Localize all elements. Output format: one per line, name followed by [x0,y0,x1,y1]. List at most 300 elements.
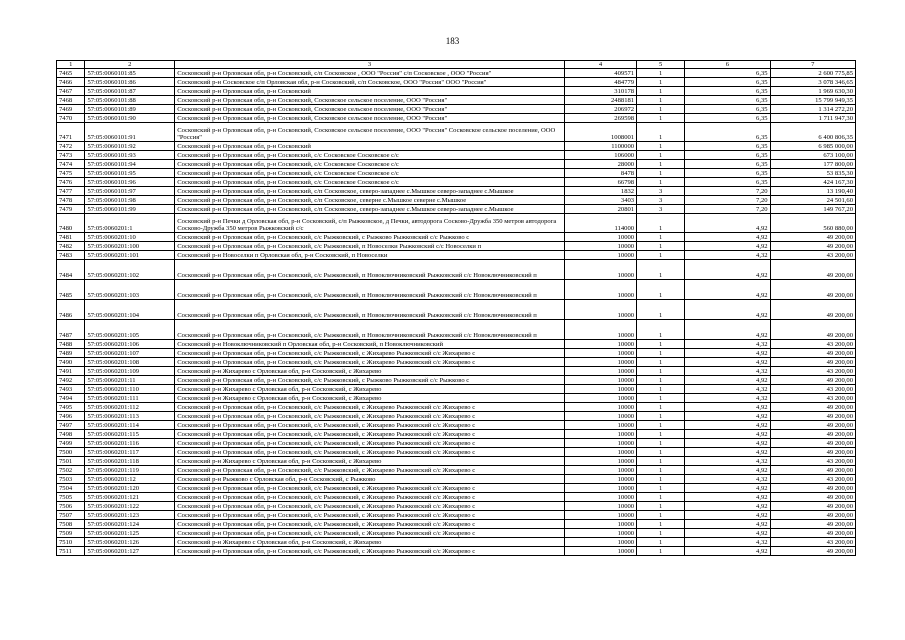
page-number: 183 [445,36,460,46]
category-cell: 1 [637,529,685,538]
rate-cell: 4,92 [685,300,770,320]
area-cell: 10000 [564,421,636,430]
cadastral-number-cell: 57:05:0060101:93 [85,151,175,160]
table-row [57,358,856,367]
table-row [57,367,856,376]
address-cell: Сосковский р-н Орловская обл, р-н Сосковский, с/с Рыжковский, с Жихарево Рыжковский с/с Жихарево с [175,547,565,556]
area-cell: 10000 [564,394,636,403]
value-cell: 43 200,00 [770,251,855,260]
value-cell: 49 200,00 [770,280,855,300]
row-number-cell: 7498 [57,430,85,439]
rate-cell: 4,92 [685,358,770,367]
table-row [57,196,856,205]
cadastral-number-cell: 57:05:0060201:103 [85,280,175,300]
area-cell: 310178 [564,87,636,96]
cadastral-table [56,60,856,556]
value-cell: 15 799 949,35 [770,96,855,105]
table-row [57,493,856,502]
row-number-cell: 7482 [57,242,85,251]
address-cell: Сосковский р-н Орловская обл, р-н Сосковский, с/с Рыжковский, п Новоключниковский Рыжковский с/с Новоключниковский п [175,300,565,320]
rate-cell: 4,92 [685,430,770,439]
area-cell: 10000 [564,358,636,367]
table-row [57,300,856,320]
table-row [57,340,856,349]
address-cell: Сосковский р-н Орловская обл, р-н Сосковский, Сосковское сельское поселение, ООО "Россия" [175,105,565,114]
address-cell: Сосковский р-н Орловская обл, р-н Сосковский, с/п Сосковское , ООО "Россия" с/п Сосковское , ООО "Россия" [175,69,565,78]
address-cell: Сосковский р-н Орловская обл, р-н Сосковский, с/с Рыжковский, с Жихарево Рыжковский с/с Жихарево с [175,358,565,367]
row-number-cell: 7497 [57,421,85,430]
cadastral-number-cell: 57:05:0060101:85 [85,69,175,78]
table-row [57,385,856,394]
rate-cell: 4,92 [685,439,770,448]
cadastral-number-cell: 57:05:0060101:86 [85,78,175,87]
rate-cell: 4,92 [685,376,770,385]
row-number-cell: 7475 [57,169,85,178]
table-row [57,421,856,430]
rate-cell: 4,92 [685,242,770,251]
area-cell: 269598 [564,114,636,123]
category-cell: 1 [637,251,685,260]
address-cell: Сосковский р-н Орловская обл, р-н Сосковский, с/п Сосковское, северо-западнее с.Мышкое северо-западнее с.Мышкое [175,187,565,196]
category-cell: 1 [637,493,685,502]
table-row [57,214,856,233]
area-cell: 10000 [564,439,636,448]
rate-cell: 6,35 [685,151,770,160]
cadastral-number-cell: 57:05:0060201:117 [85,448,175,457]
value-cell: 49 200,00 [770,439,855,448]
address-cell: Сосковский р-н Орловская обл, р-н Сосковский, с/с Рыжковский, п Новоселки Рыжковский с/с Новоселки п [175,242,565,251]
header-cell: 2 [85,61,175,69]
category-cell: 1 [637,484,685,493]
row-number-cell: 7511 [57,547,85,556]
category-cell: 1 [637,466,685,475]
address-cell: Сосковский р-н Орловская обл, р-н Сосковский, с/с Рыжковский, с Жихарево Рыжковский с/с Жихарево с [175,421,565,430]
cadastral-number-cell: 57:05:0060201:114 [85,421,175,430]
table-row [57,475,856,484]
row-number-cell: 7466 [57,78,85,87]
row-number-cell: 7469 [57,105,85,114]
category-cell: 1 [637,260,685,280]
address-cell: Сосковский р-н Жихарево с Орловская обл, р-н Сосковский, с Жихарево [175,367,565,376]
row-number-cell: 7499 [57,439,85,448]
row-number-cell: 7495 [57,403,85,412]
cadastral-number-cell: 57:05:0060201:118 [85,457,175,466]
address-cell: Сосковский р-н Орловская обл, р-н Сосковский, с/с Рыжковский, с Жихарево Рыжковский с/с Жихарево с [175,349,565,358]
area-cell: 10000 [564,376,636,385]
table-row [57,69,856,78]
table-row [57,439,856,448]
category-cell: 1 [637,439,685,448]
value-cell: 43 200,00 [770,457,855,466]
table-row [57,114,856,123]
table-row [57,394,856,403]
cadastral-number-cell: 57:05:0060101:88 [85,96,175,105]
address-cell: Сосковский р-н Новоключниковский п Орловская обл, р-н Сосковский, п Новоключниковский [175,340,565,349]
address-cell: Сосковский р-н Орловская обл, р-н Сосковский, с/с Рыжковский, с Жихарево Рыжковский с/с Жихарево с [175,430,565,439]
area-cell: 206972 [564,105,636,114]
table-row [57,233,856,242]
category-cell: 1 [637,142,685,151]
cadastral-number-cell: 57:05:0060201:111 [85,394,175,403]
address-cell: Сосковский р-н Орловская обл, р-н Сосковский, Сосковское сельское поселение, ООО "Россия" [175,96,565,105]
address-cell: Сосковский р-н Орловская обл, р-н Сосковский, с/с Рыжковский, с Жихарево Рыжковский с/с Жихарево с [175,412,565,421]
area-cell: 10000 [564,448,636,457]
rate-cell: 4,92 [685,320,770,340]
area-cell: 10000 [564,484,636,493]
address-cell: Сосковский р-н Орловская обл, р-н Сосковский, с/п Сосковское, северо-западнее с.Мышкое северо-западнее с.Мышкое [175,205,565,214]
value-cell: 177 800,00 [770,160,855,169]
row-number-cell: 7501 [57,457,85,466]
area-cell: 28000 [564,160,636,169]
table-row [57,520,856,529]
value-cell: 49 200,00 [770,412,855,421]
area-cell: 10000 [564,403,636,412]
row-number-cell: 7471 [57,123,85,142]
rate-cell: 6,35 [685,69,770,78]
value-cell: 49 200,00 [770,466,855,475]
row-number-cell: 7472 [57,142,85,151]
area-cell: 10000 [564,242,636,251]
value-cell: 1 969 630,30 [770,87,855,96]
value-cell: 49 200,00 [770,320,855,340]
category-cell: 1 [637,457,685,466]
cadastral-number-cell: 57:05:0060101:99 [85,205,175,214]
category-cell: 1 [637,123,685,142]
row-number-cell: 7478 [57,196,85,205]
category-cell: 1 [637,151,685,160]
value-cell: 49 200,00 [770,520,855,529]
table-header-row [57,61,856,69]
category-cell: 1 [637,233,685,242]
table-row [57,123,856,142]
category-cell: 1 [637,96,685,105]
row-number-cell: 7480 [57,214,85,233]
cadastral-number-cell: 57:05:0060201:126 [85,538,175,547]
row-number-cell: 7484 [57,260,85,280]
address-cell: Сосковский р-н Орловская обл, р-н Сосковский, с/с Рыжковский, с Жихарево Рыжковский с/с Жихарево с [175,529,565,538]
value-cell: 49 200,00 [770,403,855,412]
area-cell: 20801 [564,205,636,214]
cadastral-number-cell: 57:05:0060201:115 [85,430,175,439]
cadastral-number-cell: 57:05:0060201:1 [85,214,175,233]
cadastral-number-cell: 57:05:0060201:127 [85,547,175,556]
table-row [57,242,856,251]
table-row [57,349,856,358]
rate-cell: 6,35 [685,178,770,187]
cadastral-number-cell: 57:05:0060101:97 [85,187,175,196]
value-cell: 49 200,00 [770,242,855,251]
address-cell: Сосковский р-н Орловская обл, р-н Сосковский [175,87,565,96]
value-cell: 43 200,00 [770,475,855,484]
category-cell: 1 [637,242,685,251]
address-cell: Сосковский р-н Жихарево с Орловская обл, р-н Сосковский, с Жихарево [175,385,565,394]
area-cell: 10000 [564,349,636,358]
category-cell: 1 [637,320,685,340]
address-cell: Сосковский р-н Орловская обл, р-н Сосковский, с/с Сосковское Сосковское с/с [175,169,565,178]
row-number-cell: 7488 [57,340,85,349]
header-cell: 3 [175,61,565,69]
row-number-cell: 7505 [57,493,85,502]
rate-cell: 4,32 [685,538,770,547]
area-cell: 10000 [564,340,636,349]
rate-cell: 4,92 [685,233,770,242]
cadastral-number-cell: 57:05:0060201:123 [85,511,175,520]
header-cell: 5 [637,61,685,69]
area-cell: 10000 [564,511,636,520]
category-cell: 1 [637,520,685,529]
table-row [57,457,856,466]
cadastral-number-cell: 57:05:0060101:90 [85,114,175,123]
area-cell: 2488181 [564,96,636,105]
address-cell: Сосковский р-н Сосковское с/п Орловская обл, р-н Сосковский, с/п Сосковское, ООО "Россия" ООО "Россия" [175,78,565,87]
address-cell: Сосковский р-н Орловская обл, р-н Сосковский, с/с Рыжковский, с Жихарево Рыжковский с/с Жихарево с [175,520,565,529]
row-number-cell: 7500 [57,448,85,457]
value-cell: 49 200,00 [770,448,855,457]
row-number-cell: 7481 [57,233,85,242]
address-cell: Сосковский р-н Орловская обл, р-н Сосковский, с/с Рыжковский, с Жихарево Рыжковский с/с Жихарево с [175,448,565,457]
value-cell: 49 200,00 [770,260,855,280]
cadastral-number-cell: 57:05:0060201:125 [85,529,175,538]
category-cell: 1 [637,69,685,78]
row-number-cell: 7510 [57,538,85,547]
table-row [57,430,856,439]
category-cell: 3 [637,187,685,196]
table-row [57,376,856,385]
category-cell: 3 [637,196,685,205]
rate-cell: 7,20 [685,196,770,205]
rate-cell: 6,35 [685,160,770,169]
table-row [57,412,856,421]
category-cell: 1 [637,385,685,394]
row-number-cell: 7467 [57,87,85,96]
cadastral-number-cell: 57:05:0060201:119 [85,466,175,475]
category-cell: 1 [637,394,685,403]
rate-cell: 6,35 [685,105,770,114]
rate-cell: 4,92 [685,484,770,493]
area-cell: 1832 [564,187,636,196]
value-cell: 43 200,00 [770,394,855,403]
cadastral-number-cell: 57:05:0060101:96 [85,178,175,187]
cadastral-number-cell: 57:05:0060201:106 [85,340,175,349]
rate-cell: 4,92 [685,448,770,457]
cadastral-number-cell: 57:05:0060201:11 [85,376,175,385]
category-cell: 1 [637,412,685,421]
table-row [57,178,856,187]
cadastral-number-cell: 57:05:0060201:113 [85,412,175,421]
area-cell: 10000 [564,320,636,340]
cadastral-number-cell: 57:05:0060201:10 [85,233,175,242]
value-cell: 49 200,00 [770,300,855,320]
row-number-cell: 7479 [57,205,85,214]
cadastral-number-cell: 57:05:0060201:109 [85,367,175,376]
area-cell: 10000 [564,412,636,421]
address-cell: Сосковский р-н Орловская обл, р-н Сосковский, Сосковское сельское поселение, ООО "Россия" [175,114,565,123]
address-cell: Сосковский р-н Рыжково с Орловская обл, р-н Сосковский, с Рыжково [175,475,565,484]
category-cell: 1 [637,340,685,349]
address-cell: Сосковский р-н Орловская обл, р-н Сосковский, с/с Рыжковский, п Новоключниковский Рыжковский с/с Новоключниковский п [175,280,565,300]
row-number-cell: 7483 [57,251,85,260]
value-cell: 49 200,00 [770,502,855,511]
rate-cell: 4,92 [685,466,770,475]
value-cell: 53 835,30 [770,169,855,178]
address-cell: Сосковский р-н Орловская обл, р-н Сосковский, с/с Рыжковский, с Рыжково Рыжковский с/с Рыжково с [175,376,565,385]
area-cell: 10000 [564,529,636,538]
area-cell: 484779 [564,78,636,87]
value-cell: 49 200,00 [770,484,855,493]
address-cell: Сосковский р-н Жихарево с Орловская обл, р-н Сосковский, с Жихарево [175,457,565,466]
value-cell: 149 767,20 [770,205,855,214]
cadastral-number-cell: 57:05:0060201:122 [85,502,175,511]
value-cell: 49 200,00 [770,421,855,430]
value-cell: 43 200,00 [770,538,855,547]
rate-cell: 4,92 [685,529,770,538]
rate-cell: 6,35 [685,123,770,142]
rate-cell: 4,32 [685,457,770,466]
table-row [57,187,856,196]
area-cell: 10000 [564,547,636,556]
category-cell: 1 [637,87,685,96]
area-cell: 1100000 [564,142,636,151]
value-cell: 43 200,00 [770,385,855,394]
cadastral-number-cell: 57:05:0060201:12 [85,475,175,484]
table-row [57,105,856,114]
area-cell: 10000 [564,457,636,466]
rate-cell: 4,32 [685,385,770,394]
table-row [57,251,856,260]
value-cell: 49 200,00 [770,430,855,439]
rate-cell: 6,35 [685,78,770,87]
table-row [57,87,856,96]
value-cell: 673 100,00 [770,151,855,160]
row-number-cell: 7465 [57,69,85,78]
value-cell: 49 200,00 [770,233,855,242]
area-cell: 409571 [564,69,636,78]
address-cell: Сосковский р-н Орловская обл, р-н Сосковский, с/с Рыжковский, п Новоключниковский Рыжковский с/с Новоключниковский п [175,320,565,340]
category-cell: 3 [637,205,685,214]
cadastral-number-cell: 57:05:0060201:107 [85,349,175,358]
area-cell: 10000 [564,260,636,280]
address-cell: Сосковский р-н Орловская обл, р-н Сосковский, с/с Рыжковский, с Жихарево Рыжковский с/с Жихарево с [175,439,565,448]
rate-cell: 4,32 [685,340,770,349]
category-cell: 1 [637,367,685,376]
address-cell: Сосковский р-н Орловская обл, р-н Сосковский, с/с Сосковское Сосковское с/с [175,178,565,187]
table-row [57,529,856,538]
address-cell: Сосковский р-н Орловская обл, р-н Сосковский, с/п Сосковское, северне с.Мышкое северне с.Мышкое [175,196,565,205]
area-cell: 10000 [564,251,636,260]
row-number-cell: 7506 [57,502,85,511]
value-cell: 49 200,00 [770,358,855,367]
address-cell: Сосковский р-н Орловская обл, р-н Сосковский, с/с Рыжковский, с Жихарево Рыжковский с/с Жихарево с [175,493,565,502]
area-cell: 66798 [564,178,636,187]
table-row [57,484,856,493]
table-row [57,280,856,300]
area-cell: 10000 [564,385,636,394]
row-number-cell: 7490 [57,358,85,367]
row-number-cell: 7474 [57,160,85,169]
category-cell: 1 [637,114,685,123]
row-number-cell: 7493 [57,385,85,394]
area-cell: 10000 [564,367,636,376]
cadastral-number-cell: 57:05:0060101:98 [85,196,175,205]
rate-cell: 4,92 [685,511,770,520]
category-cell: 1 [637,214,685,233]
rate-cell: 4,32 [685,251,770,260]
header-cell: 7 [770,61,855,69]
table-row [57,160,856,169]
value-cell: 49 200,00 [770,349,855,358]
cadastral-number-cell: 57:05:0060101:89 [85,105,175,114]
row-number-cell: 7470 [57,114,85,123]
value-cell: 13 190,40 [770,187,855,196]
row-number-cell: 7492 [57,376,85,385]
value-cell: 49 200,00 [770,529,855,538]
value-cell: 2 600 775,85 [770,69,855,78]
cadastral-number-cell: 57:05:0060201:120 [85,484,175,493]
table-row [57,96,856,105]
value-cell: 1 314 272,20 [770,105,855,114]
table-row [57,151,856,160]
address-cell: Сосковский р-н Жихарево с Орловская обл, р-н Сосковский, с Жихарево [175,394,565,403]
row-number-cell: 7509 [57,529,85,538]
area-cell: 10000 [564,520,636,529]
area-cell: 10000 [564,466,636,475]
value-cell: 6 985 000,00 [770,142,855,151]
category-cell: 1 [637,280,685,300]
table-row [57,466,856,475]
address-cell: Сосковский р-н Орловская обл, р-н Сосковский, с/с Рыжковский, с Жихарево Рыжковский с/с Жихарево с [175,403,565,412]
value-cell: 424 167,30 [770,178,855,187]
cadastral-number-cell: 57:05:0060201:101 [85,251,175,260]
rate-cell: 4,92 [685,421,770,430]
rate-cell: 6,35 [685,142,770,151]
header-cell: 1 [57,61,85,69]
rate-cell: 4,32 [685,367,770,376]
area-cell: 3403 [564,196,636,205]
table-row [57,502,856,511]
cadastral-number-cell: 57:05:0060101:91 [85,123,175,142]
category-cell: 1 [637,502,685,511]
category-cell: 1 [637,169,685,178]
row-number-cell: 7503 [57,475,85,484]
area-cell: 114000 [564,214,636,233]
cadastral-number-cell: 57:05:0060101:87 [85,87,175,96]
rate-cell: 4,92 [685,214,770,233]
row-number-cell: 7487 [57,320,85,340]
table-row [57,448,856,457]
rate-cell: 4,92 [685,502,770,511]
category-cell: 1 [637,403,685,412]
value-cell: 6 400 806,35 [770,123,855,142]
area-cell: 106000 [564,151,636,160]
value-cell: 3 078 346,65 [770,78,855,87]
area-cell: 10000 [564,538,636,547]
rate-cell: 6,35 [685,87,770,96]
rate-cell: 4,92 [685,260,770,280]
cadastral-number-cell: 57:05:0060101:92 [85,142,175,151]
category-cell: 1 [637,547,685,556]
category-cell: 1 [637,178,685,187]
area-cell: 10000 [564,493,636,502]
category-cell: 1 [637,376,685,385]
cadastral-number-cell: 57:05:0060201:112 [85,403,175,412]
row-number-cell: 7494 [57,394,85,403]
table-row [57,78,856,87]
address-cell: Сосковский р-н Печки д Орловская обл, р-н Сосковский, с/п Рыжковское, д Печки, автодорога Сосково-Дружба 350 метров автодорога Сосково-Дружба 350 метров Рыжковский с/с [175,214,565,233]
row-number-cell: 7507 [57,511,85,520]
table-row [57,320,856,340]
rate-cell: 6,35 [685,114,770,123]
area-cell: 10000 [564,233,636,242]
